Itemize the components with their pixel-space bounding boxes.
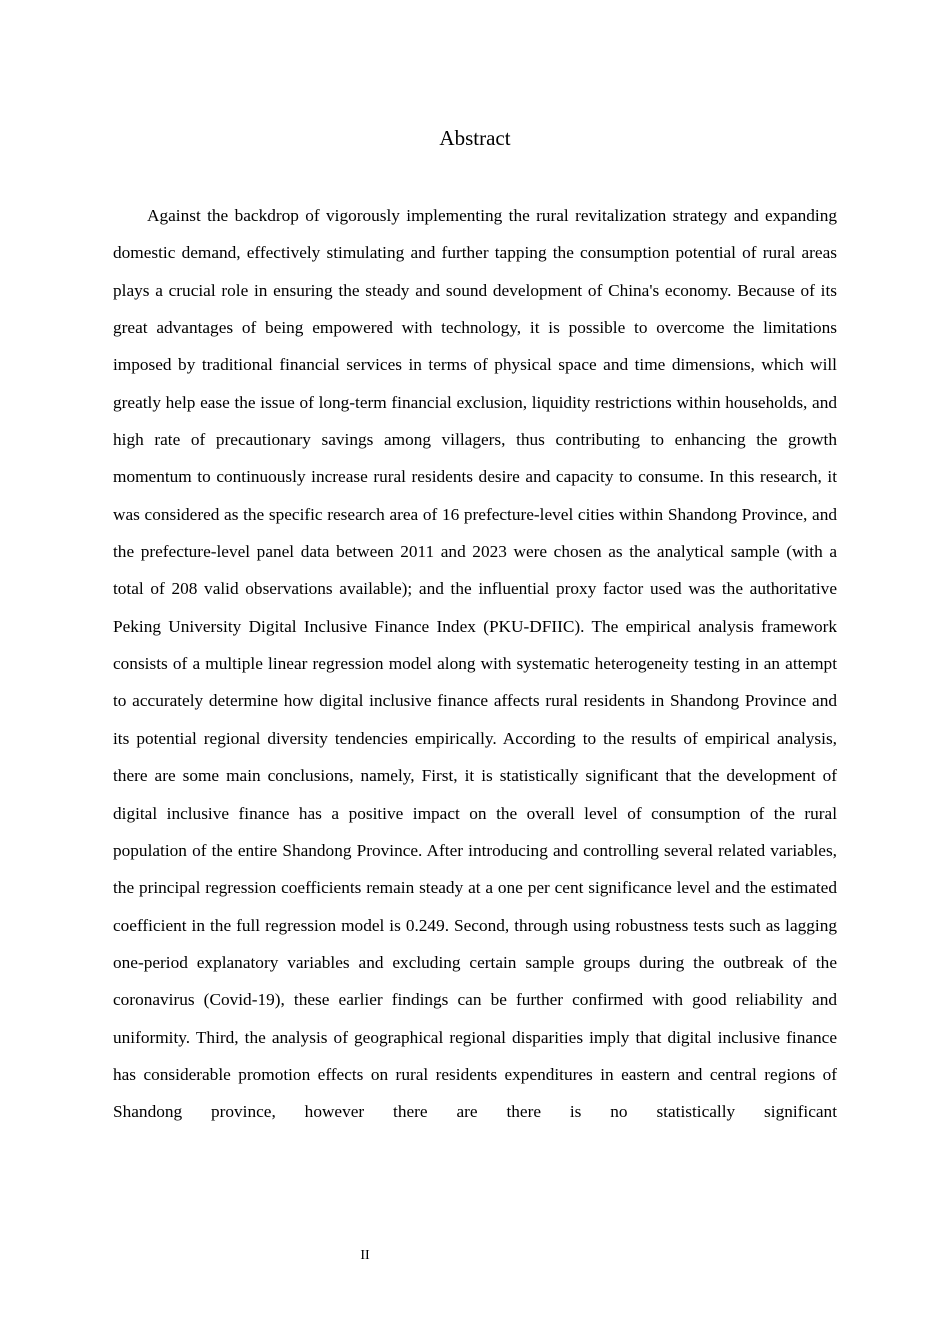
abstract-text: Against the backdrop of vigorously implementing the rural revitalization strategy and expanding domestic demand, effectively stimulating and further tapping the consumption potential of rural areas plays a crucial role in ensuring the steady and sound development of China's economy. Because of its great advantages of being empowered with technology, it is possible to overcome the limitations imposed by traditional financial services in terms of physical space and time dimensions, which will greatly help ease the issue of long-term financial exclusion, liquidity restrictions within households, and high rate of precautionary savings among villagers, thus contributing to enhancing the growth momentum to continuously increase rural residents desire and capacity to consume. In this research, it was considered as the specific research area of 16 prefecture-level cities within Shandong Province, and the prefecture-level panel data between 2011 and 2023 were chosen as the analytical sample (with a total of 208 valid observations available); and the influential proxy factor used was the authoritative Peking University Digital Inclusive Finance Index (PKU-DFIIC). The empirical analysis framework consists of a multiple linear regression model along with systematic heterogeneity testing in an attempt to accurately determine how digital inclusive finance affects rural residents in Shandong Province and its potential regional diversity tendencies empirically. According to the results of empirical analysis, there are some main conclusions, namely, First, it is statistically significant that the development of digital inclusive finance has a positive impact on the overall level of consumption of the rural population of the entire Shandong Province. After introducing and controlling several related variables, the principal regression coefficients remain steady at a one per cent significance level and the estimated coefficient in the full regression model is 0.249. Second, through using robustness tests such as lagging one-period explanatory variables and excluding certain sample groups during the outbreak of the coronavirus (Covid-19), these earlier findings can be further confirmed with good reliability and uniformity. Third, the analysis of geographical regional disparities imply that digital inclusive finance has considerable promotion effects on rural residents expenditures in eastern and central regions of Shandong province, however there are there is no statistically significant [113, 206, 837, 1122]
abstract-paragraph [113, 197, 837, 1131]
page-number: II [360, 1248, 370, 1263]
abstract-title: Abstract [439, 126, 511, 150]
